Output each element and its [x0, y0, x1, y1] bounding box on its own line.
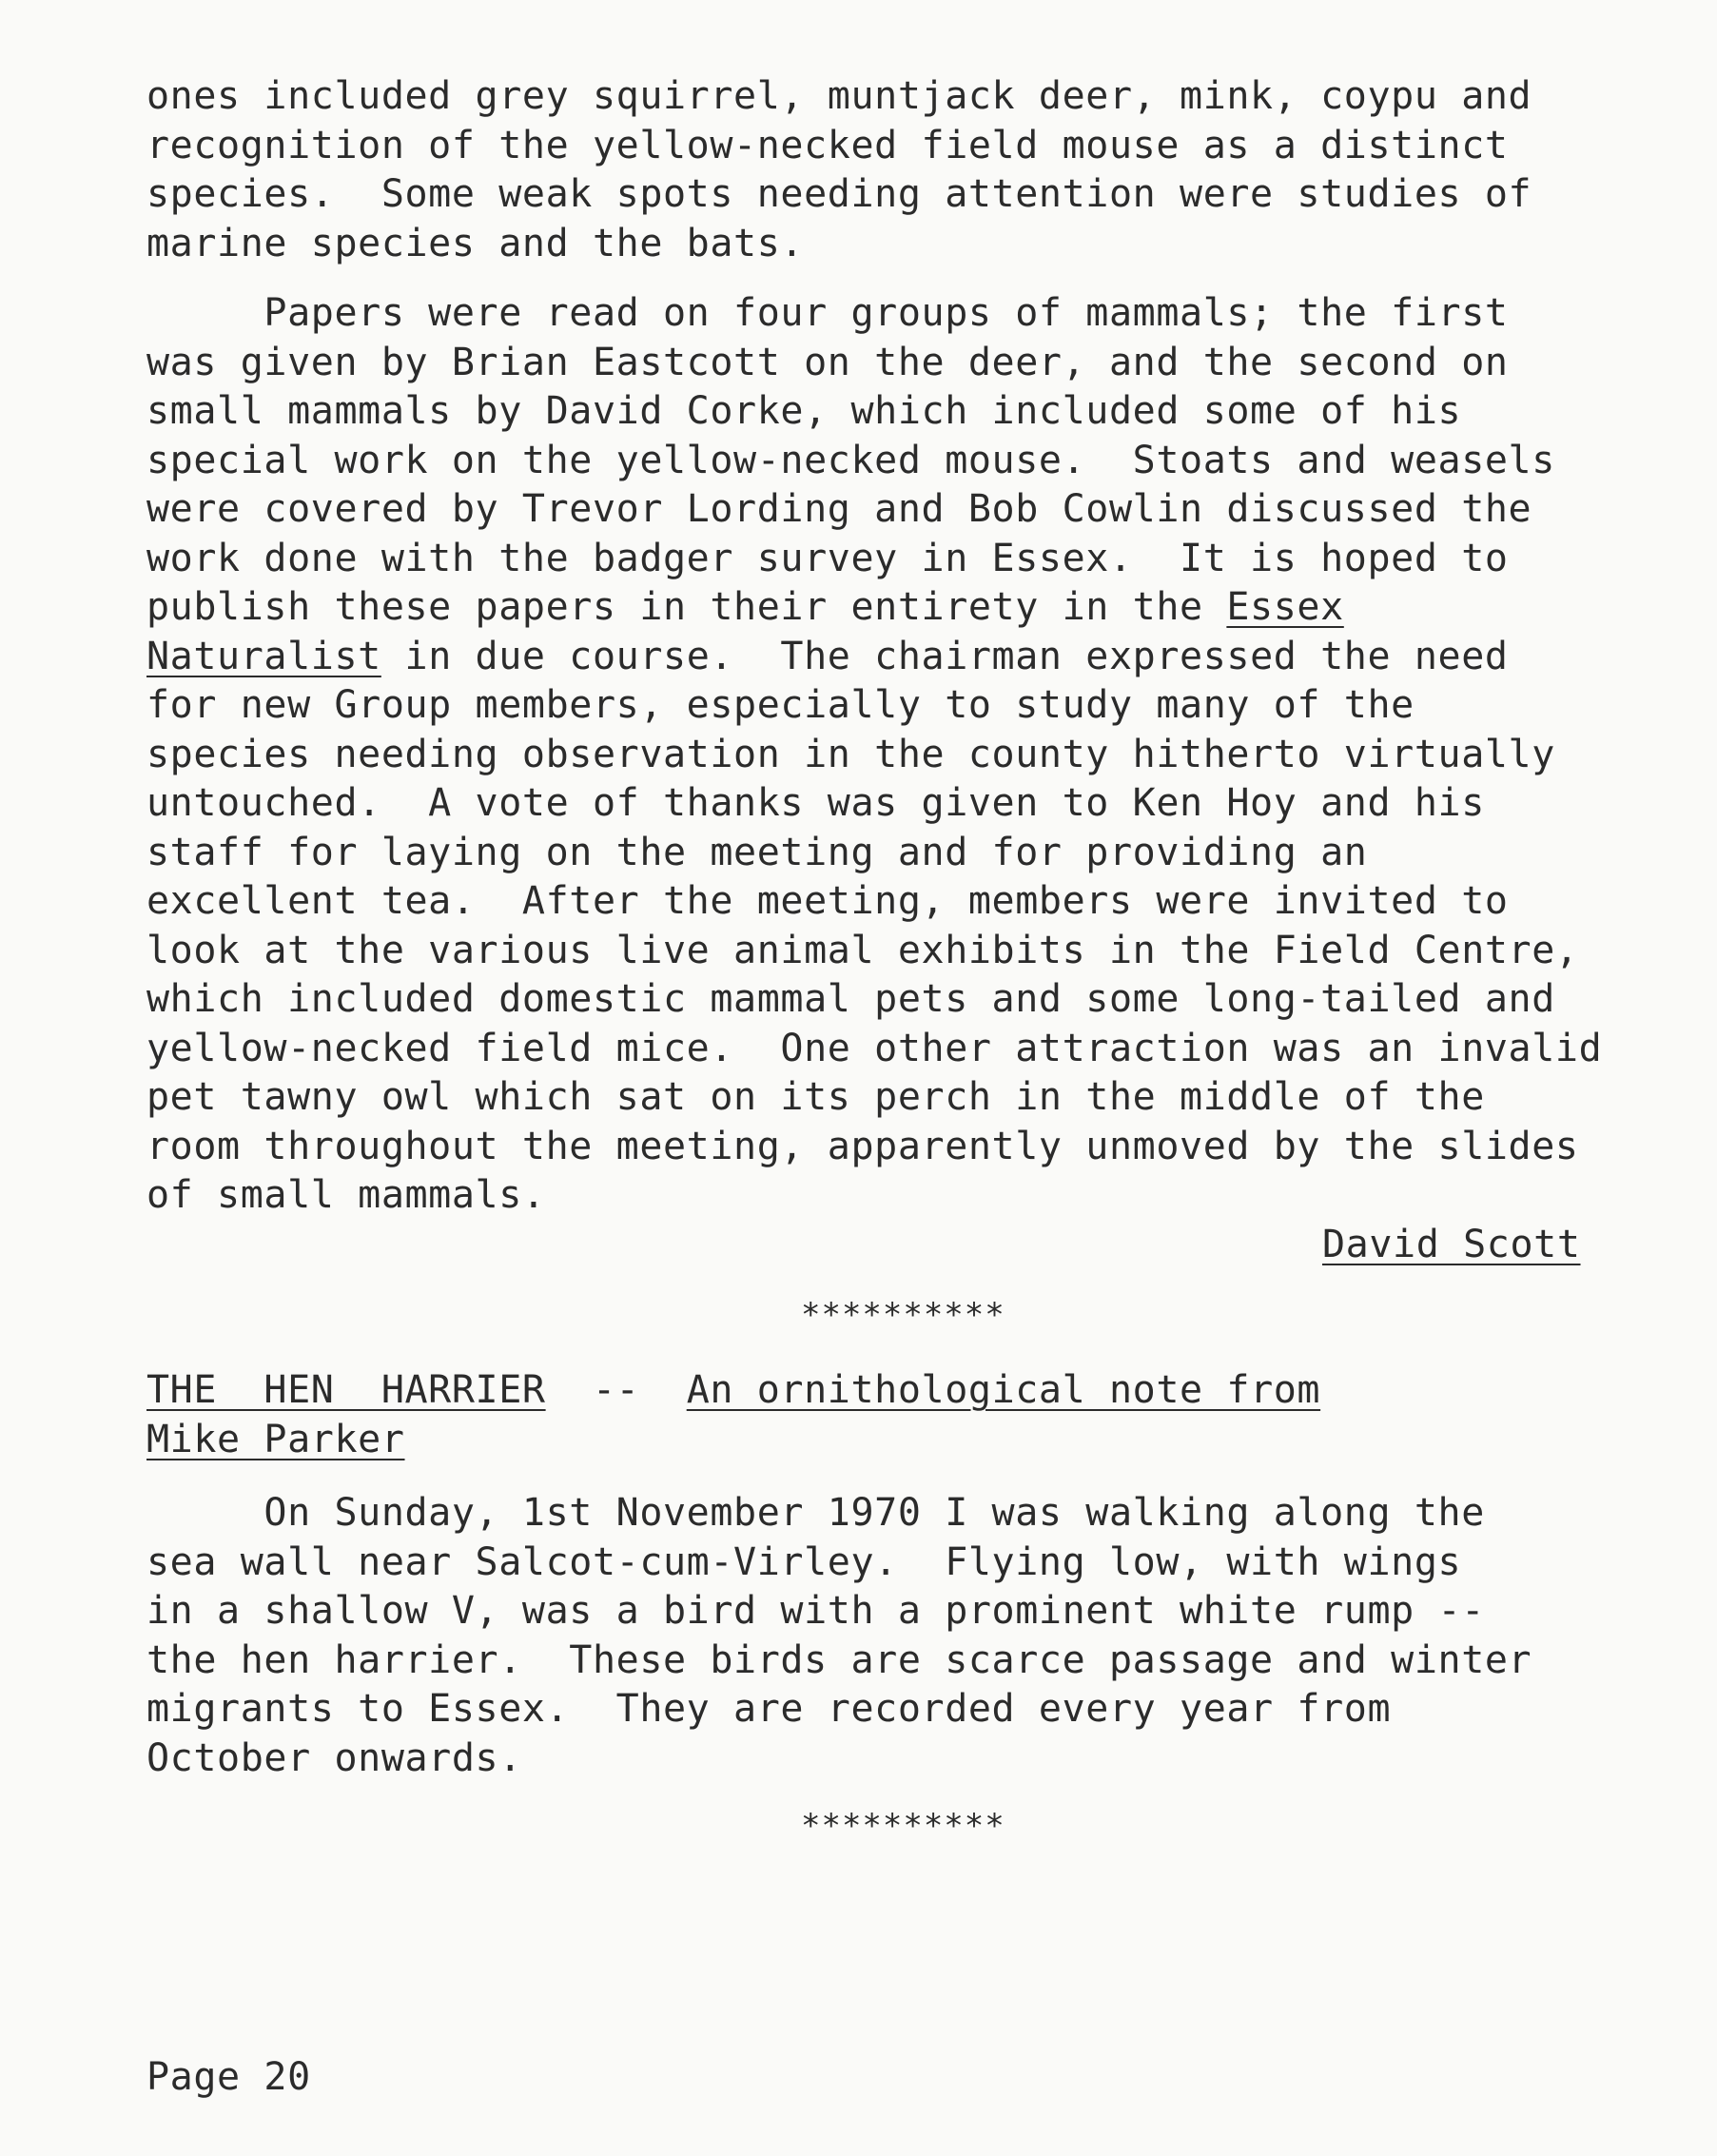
journal-title-underlined: Naturalist — [146, 634, 381, 678]
text-line: species needing observation in the county hitherto virtually — [146, 732, 1555, 776]
heading-dash: -- — [545, 1368, 687, 1412]
page-number: Page 20 — [146, 2055, 311, 2099]
heading-line — [146, 1416, 1320, 1465]
text-line: the hen harrier. These birds are scarce passage and winter — [146, 1637, 1532, 1682]
author-signature: David Scott — [1322, 1223, 1581, 1266]
text-line: in a shallow V, was a bird with a prominent white rump -- — [146, 1589, 1485, 1633]
paragraph-papers — [146, 289, 1602, 1221]
text-line: recognition of the yellow-necked field mouse as a distinct — [146, 123, 1509, 167]
paragraph-hen-harrier — [146, 1489, 1532, 1783]
text-line: which included domestic mammal pets and some long-tailed and — [146, 977, 1555, 1021]
text-line: untouched. A vote of thanks was given to Ken Hoy and his — [146, 781, 1485, 825]
paragraph-continued — [146, 72, 1532, 268]
text-segment: publish these papers in their entirety in the — [146, 585, 1227, 629]
journal-title-underlined: Essex — [1226, 585, 1344, 629]
text-line: October onwards. — [146, 1735, 522, 1780]
text-segment: in due course. The chairman expressed the need — [380, 634, 1509, 678]
text-line: pet tawny owl which sat on its perch in the middle of the — [146, 1075, 1485, 1119]
text-line: marine species and the bats. — [146, 221, 805, 265]
text-line: staff for laying on the meeting and for providing an — [146, 830, 1368, 874]
text-line: sea wall near Salcot-cum-Virley. Flying low, with wings — [146, 1539, 1462, 1584]
text-line: of small mammals. — [146, 1173, 546, 1217]
heading-line — [146, 1366, 1320, 1416]
text-line: migrants to Essex. They are recorded every year from — [146, 1687, 1392, 1731]
text-line: for new Group members, especially to study many of the — [146, 683, 1415, 727]
text-line: Papers were read on four groups of mammals; the first — [146, 291, 1509, 335]
text-line: yellow-necked field mice. One other attraction was an invalid — [146, 1026, 1603, 1070]
text-line: was given by Brian Eastcott on the deer, and the second on — [146, 340, 1509, 384]
article-subtitle: An ornithological note from — [686, 1368, 1321, 1412]
article-heading — [146, 1366, 1320, 1464]
text-line — [146, 633, 1602, 682]
text-line: were covered by Trevor Lording and Bob Cowlin discussed the — [146, 487, 1532, 531]
text-line: On Sunday, 1st November 1970 I was walking along the — [146, 1491, 1485, 1535]
text-line — [146, 583, 1602, 633]
text-line: special work on the yellow-necked mouse. Stoats and weasels — [146, 438, 1555, 482]
article-title: THE HEN HARRIER — [146, 1368, 546, 1412]
text-line: excellent tea. After the meeting, members were invited to — [146, 879, 1509, 923]
text-line: room throughout the meeting, apparently unmoved by the slides — [146, 1124, 1579, 1168]
article-author: Mike Parker — [146, 1417, 405, 1461]
text-line: small mammals by David Corke, which included some of his — [146, 389, 1462, 433]
text-line: species. Some weak spots needing attention were studies of — [146, 172, 1532, 216]
section-separator: ********** — [801, 1296, 1005, 1334]
text-line: look at the various live animal exhibits in the Field Centre, — [146, 928, 1579, 972]
text-line: ones included grey squirrel, muntjack deer, mink, coypu and — [146, 74, 1532, 118]
text-line: work done with the badger survey in Essex. It is hoped to — [146, 536, 1509, 580]
section-separator: ********** — [801, 1807, 1005, 1845]
